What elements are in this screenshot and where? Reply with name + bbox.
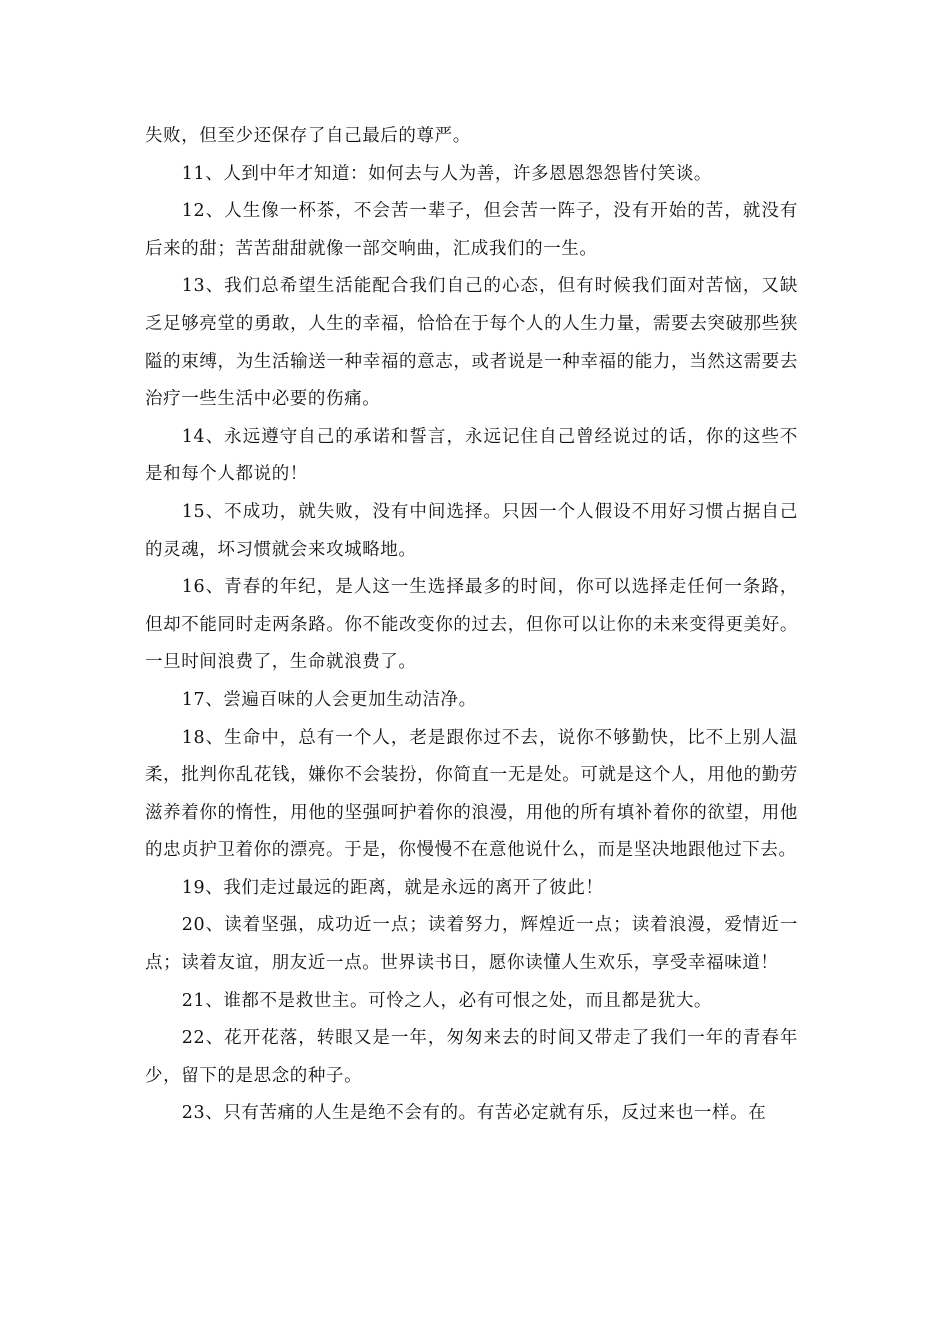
paragraph-item-23: 23、只有苦痛的人生是绝不会有的。有苦必定就有乐，反过来也一样。在: [181, 1103, 767, 1124]
paragraph-item-19: 19、我们走过最远的距离，就是永远的离开了彼此！: [181, 877, 604, 898]
paragraph-item-21: 21、谁都不是救世主。可怜之人，必有可恨之处，而且都是犹大。: [181, 990, 713, 1011]
document-page: [145, 118, 798, 1133]
paragraph-item-20: 20、读着坚强，成功近一点；读着努力，辉煌近一点；读着浪漫，爱情近一点；读着友谊，朋友近一点。世界读书日，愿你读懂人生欢乐，享受幸福味道！: [145, 915, 798, 974]
paragraph-item-17: 17、尝遍百味的人会更加生动洁净。: [181, 689, 477, 710]
paragraph-item-18: 18、生命中，总有一个人，老是跟你过不去，说你不够勤快，比不上别人温柔，批判你乱花钱，嫌你不会装扮，你简直一无是处。可就是这个人，用他的勤劳滋养着你的惰性，用他的坚强呵护着你的浪漫，用他的所有填补着你的欲望，用他的忠贞护卫着你的漂亮。于是，你慢慢不在意他说什么，而是坚决地跟他过下去。: [145, 727, 798, 861]
paragraph-item-12: 12、人生像一杯茶，不会苦一辈子，但会苦一阵子，没有开始的苦，就没有后来的甜；苦苦甜甜就像一部交响曲，汇成我们的一生。: [145, 201, 798, 259]
paragraph-continuation: 失败，但至少还保存了自己最后的尊严。: [145, 126, 471, 146]
paragraph-item-14: 14、永远遵守自己的承诺和誓言，永远记住自己曾经说过的话，你的这些不是和每个人都说的！: [145, 426, 798, 485]
paragraph-item-16: 16、青春的年纪，是人这一生选择最多的时间，你可以选择走任何一条路，但却不能同时走两条路。你不能改变你的过去，但你可以让你的未来变得更美好。一旦时间浪费了，生命就浪费了。: [145, 577, 798, 673]
paragraph-item-13: 13、我们总希望生活能配合我们自己的心态，但有时候我们面对苦恼，又缺乏足够亮堂的勇敢，人生的幸福，恰恰在于每个人的人生力量，需要去突破那些狭隘的束缚，为生活输送一种幸福的意志，或者说是一种幸福的能力，当然这需要去治疗一些生活中必要的伤痛。: [145, 276, 798, 410]
paragraph-item-11: 11、人到中年才知道：如何去与人为善，许多恩恩怨怨皆付笑谈。: [181, 163, 713, 184]
paragraph-item-22: 22、花开花落，转眼又是一年，匆匆来去的时间又带走了我们一年的青春年少，留下的是思念的种子。: [145, 1028, 798, 1086]
paragraph-item-15: 15、不成功，就失败，没有中间选择。只因一个人假设不用好习惯占据自己的灵魂，坏习惯就会来攻城略地。: [145, 501, 798, 560]
